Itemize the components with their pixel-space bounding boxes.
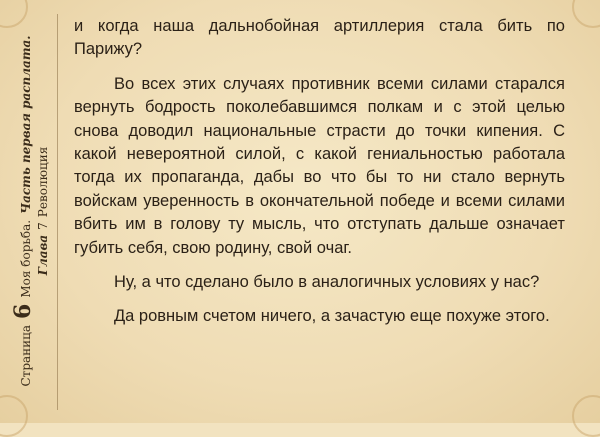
chapter-title: Революция: [36, 146, 50, 218]
book-title: Моя борьба.: [19, 219, 33, 298]
book-part: Часть первая расплата.: [19, 35, 33, 214]
page-label: Страница: [19, 324, 33, 387]
page-number: 6: [10, 303, 36, 319]
spine-divider: [57, 14, 58, 410]
corner-ornament: [572, 395, 600, 437]
corner-ornament: [572, 0, 600, 28]
paragraph: Ну, а что сделано было в аналогичных условиях у нас?: [114, 273, 540, 292]
paragraph: Во всех этих случаях противник всеми силами старался вернуть бодрость поколебавшимся полкам и с этой целью снова доводил национальные страсти до точки кипения. С какой невероятной силой, с какой гениальностью работала тогда их пропаганда, дабы во что бы то ни стало вернуть войскам уверенность в окончательной победе и всеми силами вбить им в голову ту мысль, что отступать дальше означает губить себя, свою родину, свой очаг.: [74, 74, 565, 257]
chapter-number: 7: [36, 222, 50, 230]
spine-header: [3, 13, 59, 409]
chapter-label: Глава: [36, 234, 50, 276]
spine-row-book: [12, 13, 34, 409]
page-spine: [0, 0, 62, 423]
paragraph: и когда наша дальнобойная артиллерия стала бить по Парижу?: [74, 17, 565, 59]
page-body-text: [74, 15, 565, 329]
spine-row-chapter: [36, 13, 50, 409]
paragraph: Да ровным счетом ничего, а зачастую еще похуже этого.: [114, 307, 550, 326]
